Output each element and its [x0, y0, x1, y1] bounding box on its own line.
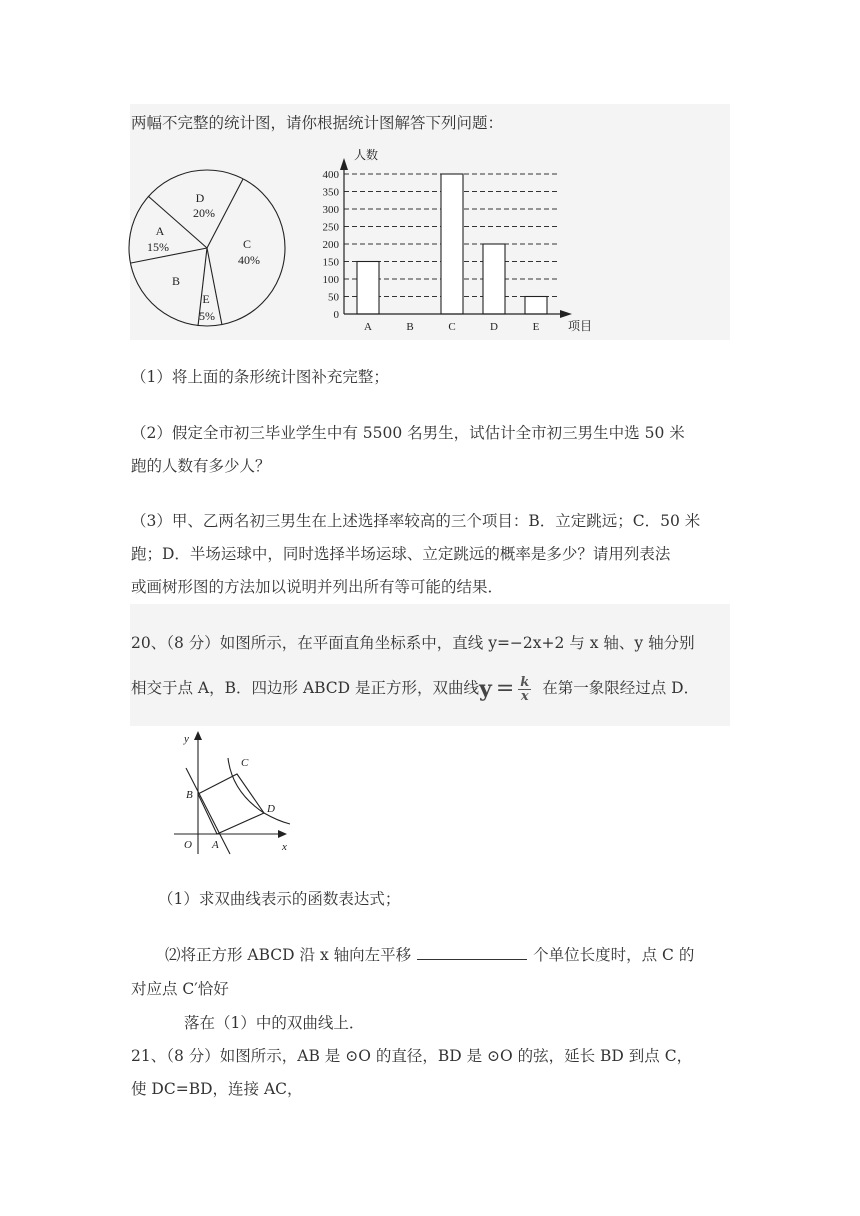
fig-label-a: A — [212, 839, 219, 851]
q20-line2-start: 相交于点 A，B．四边形 ABCD 是正方形，双曲线 — [131, 679, 480, 697]
y-tick-label: 150 — [322, 256, 339, 269]
q20-line2-end: 在第一象限经过点 D． — [542, 679, 700, 697]
q19-part3-line2: 跑；D．半场运球中，同时选择半场运球、立定跳远的概率是多少？请用列表法 — [131, 545, 671, 563]
x-tick-label: B — [406, 321, 414, 333]
q20-part1: （1）求双曲线表示的函数表达式； — [158, 890, 401, 908]
fig-label-o: O — [184, 839, 192, 851]
q19-part2-line2: 跑的人数有多少人？ — [131, 457, 271, 475]
formula-fraction — [518, 676, 531, 703]
fig-label-x: x — [282, 841, 287, 853]
pie-pct-e: 5% — [199, 309, 215, 323]
bar-e — [525, 297, 547, 315]
pie-pct-c: 40% — [238, 253, 260, 267]
pie-label-d: D — [195, 191, 205, 205]
formula-eq: = — [495, 676, 515, 701]
y-tick-label: 0 — [333, 309, 339, 321]
fraction-numerator: k — [520, 674, 530, 690]
pie-label-c: C — [242, 237, 252, 251]
q21-line2: 使 DC=BD，连接 AC， — [131, 1080, 303, 1098]
x-tick-label: A — [364, 321, 372, 333]
intro-text: 两幅不完整的统计图，请你根据统计图解答下列问题： — [131, 114, 504, 132]
q21-line1: 21、（8 分）如图所示，AB 是 ⊙O 的直径，BD 是 ⊙O 的弦，延长 BD 到点 C， — [131, 1047, 693, 1065]
x-tick-label: C — [448, 321, 456, 333]
bar-d — [483, 244, 505, 314]
y-tick-label: 100 — [322, 274, 339, 286]
y-tick-label: 250 — [322, 221, 339, 234]
q20-part2-line1 — [165, 944, 694, 966]
pie-pct-a: 15% — [147, 240, 169, 254]
pie-label-e: E — [202, 292, 210, 306]
pie-label-a: A — [155, 224, 165, 238]
q19-part3-line3: 或画树形图的方法加以说明并列出所有等可能的结果． — [131, 578, 504, 596]
bar-chart — [306, 146, 596, 336]
q20-part2-line3: 落在（1）中的双曲线上． — [184, 1014, 365, 1032]
pie-chart — [128, 166, 288, 331]
y-tick-label: 400 — [322, 169, 339, 181]
q19-part3-line1: （3）甲、乙两名初三男生在上述选择率较高的三个项目：B．立定跳远；C．50 米 — [131, 512, 701, 530]
q20-line1: 20、（8 分）如图所示，在平面直角坐标系中，直线 y=−2x+2 与 x 轴、y 轴分别 — [131, 634, 695, 652]
q20-line2 — [131, 668, 699, 708]
y-tick-label: 350 — [322, 186, 339, 199]
bar-xlabel: 项目 — [568, 319, 593, 333]
y-tick-label: 300 — [322, 204, 339, 216]
answer-blank — [417, 945, 527, 960]
pie-label-b: B — [171, 274, 181, 288]
fig-label-c: C — [241, 757, 249, 769]
q19-part2-line1: （2）假定全市初三毕业学生中有 5500 名男生，试估计全市初三男生中选 50 米 — [131, 424, 685, 442]
y-tick-label: 200 — [322, 239, 339, 251]
fig-label-d: D — [267, 803, 275, 815]
q20-part2-start: ⑵将正方形 ABCD 沿 x 轴向左平移 — [165, 946, 412, 964]
x-tick-label: D — [490, 321, 498, 333]
fig-label-b: B — [186, 789, 193, 801]
q20-part2-end: 个单位长度时，点 C 的 — [533, 946, 695, 964]
x-tick-label: E — [532, 321, 540, 333]
bar-ylabel: 人数 — [354, 148, 379, 162]
fig-label-y: y — [184, 733, 189, 745]
fraction-denominator: x — [520, 688, 529, 704]
coordinate-figure — [170, 728, 300, 858]
pie-pct-d: 20% — [193, 206, 215, 220]
q20-part2-line2: 对应点 C′恰好 — [131, 980, 229, 998]
q19-part1: （1）将上面的条形统计图补充完整； — [131, 368, 389, 386]
formula-y: y — [479, 676, 492, 702]
bar-c — [441, 174, 463, 314]
bar-a — [357, 262, 379, 315]
y-tick-label: 50 — [328, 291, 339, 304]
